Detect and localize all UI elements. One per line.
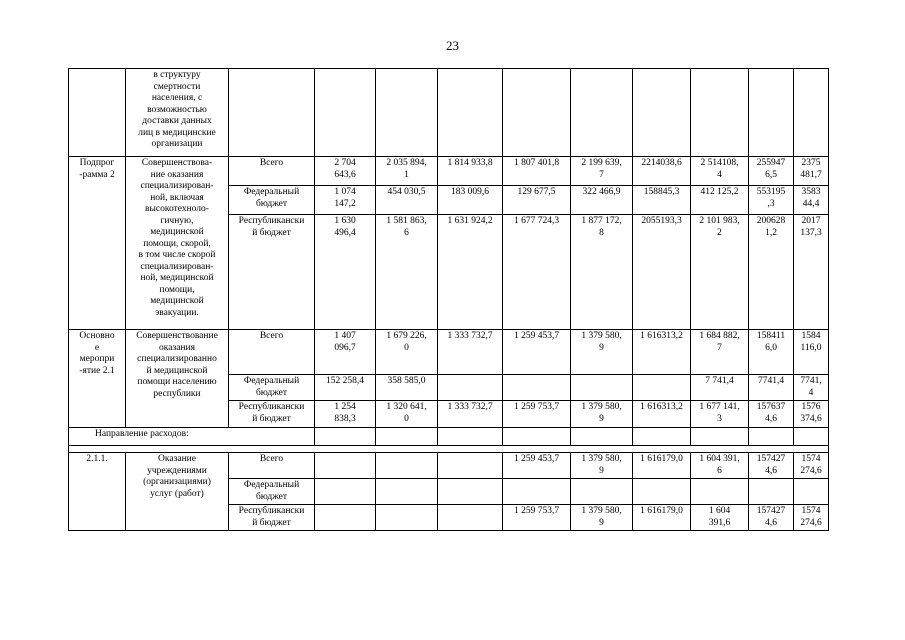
value-cell: 1 581 863, 6 — [376, 215, 438, 330]
cell — [376, 69, 438, 157]
value-cell: 1 259 453,7 — [503, 453, 571, 479]
value-cell: 2375 481,7 — [794, 157, 829, 186]
value-cell: 1 679 226, 0 — [376, 330, 438, 375]
cell — [691, 69, 749, 157]
program-code-cell: Основно е меропри -ятие 2.1 — [69, 330, 126, 428]
value-cell: 1 379 580, 9 — [571, 453, 633, 479]
value-cell: 1 074 147,2 — [315, 186, 376, 215]
value-cell: 1 630 496,4 — [315, 215, 376, 330]
cell — [571, 69, 633, 157]
value-cell — [438, 375, 503, 401]
value-cell — [749, 479, 794, 505]
table-row — [69, 446, 829, 453]
value-cell: 1 254 838,3 — [315, 401, 376, 428]
value-cell: 2055193,3 — [633, 215, 691, 330]
cell — [749, 69, 794, 157]
value-cell: 1 259 453,7 — [503, 330, 571, 375]
cell — [571, 428, 633, 446]
value-cell: 412 125,2 — [691, 186, 749, 215]
value-cell: 1 333 732,7 — [438, 401, 503, 428]
value-cell: 1 604 391,6 — [691, 505, 749, 531]
program-name-cell: Оказание учреждениями (организациями) услуг (работ) — [126, 453, 229, 531]
funding-source-cell: Федеральный бюджет — [229, 186, 315, 215]
program-code-cell: 2.1.1. — [69, 453, 126, 531]
cell — [438, 428, 503, 446]
value-cell: 1 407 096,7 — [315, 330, 376, 375]
value-cell — [376, 453, 438, 479]
value-cell — [315, 505, 376, 531]
value-cell — [438, 479, 503, 505]
value-cell: 3583 44,4 — [794, 186, 829, 215]
value-cell — [315, 479, 376, 505]
value-cell — [503, 479, 571, 505]
cell — [69, 69, 126, 157]
value-cell: 2214038,6 — [633, 157, 691, 186]
value-cell: 1584 116,0 — [794, 330, 829, 375]
page-number: 23 — [446, 38, 459, 53]
value-cell: 1 379 580, 9 — [571, 401, 633, 428]
table-row — [69, 69, 829, 157]
cell — [315, 428, 376, 446]
cell — [229, 69, 315, 157]
cell — [633, 69, 691, 157]
cell — [749, 428, 794, 446]
table-row — [69, 157, 829, 186]
value-cell: 157427 4,6 — [749, 505, 794, 531]
value-cell — [376, 479, 438, 505]
value-cell: 200628 1,2 — [749, 215, 794, 330]
value-cell: 1 616179,0 — [633, 505, 691, 531]
value-cell: 1 616313,2 — [633, 330, 691, 375]
value-cell: 2 199 639, 7 — [571, 157, 633, 186]
value-cell: 152 258,4 — [315, 375, 376, 401]
value-cell: 1574 274,6 — [794, 453, 829, 479]
value-cell — [571, 375, 633, 401]
value-cell — [438, 505, 503, 531]
value-cell: 255947 6,5 — [749, 157, 794, 186]
cell — [691, 428, 749, 446]
value-cell: 1 259 753,7 — [503, 401, 571, 428]
value-cell: 157427 4,6 — [749, 453, 794, 479]
funding-source-cell: Республикански й бюджет — [229, 401, 315, 428]
value-cell: 158411 6,0 — [749, 330, 794, 375]
program-name-cell: Совершенствова- ние оказания специализирован- ной, включая высокотехноло- гичную, медицинской помощи, скорой, в том числе скорой специализирован- ной, медицинской помощи, медицинской эвакуации. — [126, 157, 229, 330]
value-cell — [376, 505, 438, 531]
value-cell: 1574 274,6 — [794, 505, 829, 531]
value-cell — [438, 453, 503, 479]
cell — [376, 428, 438, 446]
cell — [503, 69, 571, 157]
value-cell: 2 035 894, 1 — [376, 157, 438, 186]
section-heading: Направление расходов: — [69, 428, 315, 446]
funding-source-cell: Всего — [229, 157, 315, 186]
cell — [633, 428, 691, 446]
value-cell: 2 514108, 4 — [691, 157, 749, 186]
value-cell: 1 604 391, 6 — [691, 453, 749, 479]
value-cell: 158845,3 — [633, 186, 691, 215]
table-row — [69, 330, 829, 375]
value-cell: 2 704 643,6 — [315, 157, 376, 186]
value-cell: 358 585,0 — [376, 375, 438, 401]
value-cell: 129 677,5 — [503, 186, 571, 215]
funding-source-cell: Всего — [229, 330, 315, 375]
program-name-cell: в структуру смертности населения, с возможностью доставки данных лиц в медицинские организации — [126, 69, 229, 157]
value-cell: 1 333 732,7 — [438, 330, 503, 375]
value-cell — [503, 375, 571, 401]
value-cell: 1 616313,2 — [633, 401, 691, 428]
value-cell: 1 677 724,3 — [503, 215, 571, 330]
value-cell: 183 009,6 — [438, 186, 503, 215]
value-cell — [633, 375, 691, 401]
value-cell: 157637 4,6 — [749, 401, 794, 428]
value-cell: 1 616179,0 — [633, 453, 691, 479]
cell — [794, 69, 829, 157]
value-cell: 7741,4 — [749, 375, 794, 401]
funding-source-cell: Всего — [229, 453, 315, 479]
value-cell — [794, 479, 829, 505]
value-cell — [315, 453, 376, 479]
value-cell: 1 379 580, 9 — [571, 505, 633, 531]
spacer-cell — [69, 446, 829, 453]
value-cell: 2017 137,3 — [794, 215, 829, 330]
program-name-cell: Совершенствование оказания специализированно й медицинской помощи населению республики — [126, 330, 229, 428]
value-cell: 553195 ,3 — [749, 186, 794, 215]
program-code-cell: Подпрог -рамма 2 — [69, 157, 126, 330]
budget-table — [68, 68, 829, 531]
funding-source-cell: Федеральный бюджет — [229, 375, 315, 401]
cell — [503, 428, 571, 446]
table-row — [69, 428, 829, 446]
value-cell — [633, 479, 691, 505]
value-cell: 1 631 924,2 — [438, 215, 503, 330]
funding-source-cell: Республикански й бюджет — [229, 505, 315, 531]
table-row — [69, 453, 829, 479]
value-cell: 454 030,5 — [376, 186, 438, 215]
cell — [315, 69, 376, 157]
value-cell — [571, 479, 633, 505]
value-cell: 1 259 753,7 — [503, 505, 571, 531]
funding-source-cell: Федеральный бюджет — [229, 479, 315, 505]
cell — [438, 69, 503, 157]
value-cell: 1 677 141, 3 — [691, 401, 749, 428]
funding-source-cell: Республикански й бюджет — [229, 215, 315, 330]
value-cell: 1 379 580, 9 — [571, 330, 633, 375]
cell — [794, 428, 829, 446]
value-cell: 1 320 641, 0 — [376, 401, 438, 428]
value-cell: 7 741,4 — [691, 375, 749, 401]
value-cell: 2 101 983, 2 — [691, 215, 749, 330]
value-cell: 1 814 933,8 — [438, 157, 503, 186]
value-cell: 7741, 4 — [794, 375, 829, 401]
value-cell: 1 684 882, 7 — [691, 330, 749, 375]
value-cell — [691, 479, 749, 505]
value-cell: 1 877 172, 8 — [571, 215, 633, 330]
value-cell: 1576 374,6 — [794, 401, 829, 428]
value-cell: 1 807 401,8 — [503, 157, 571, 186]
value-cell: 322 466,9 — [571, 186, 633, 215]
